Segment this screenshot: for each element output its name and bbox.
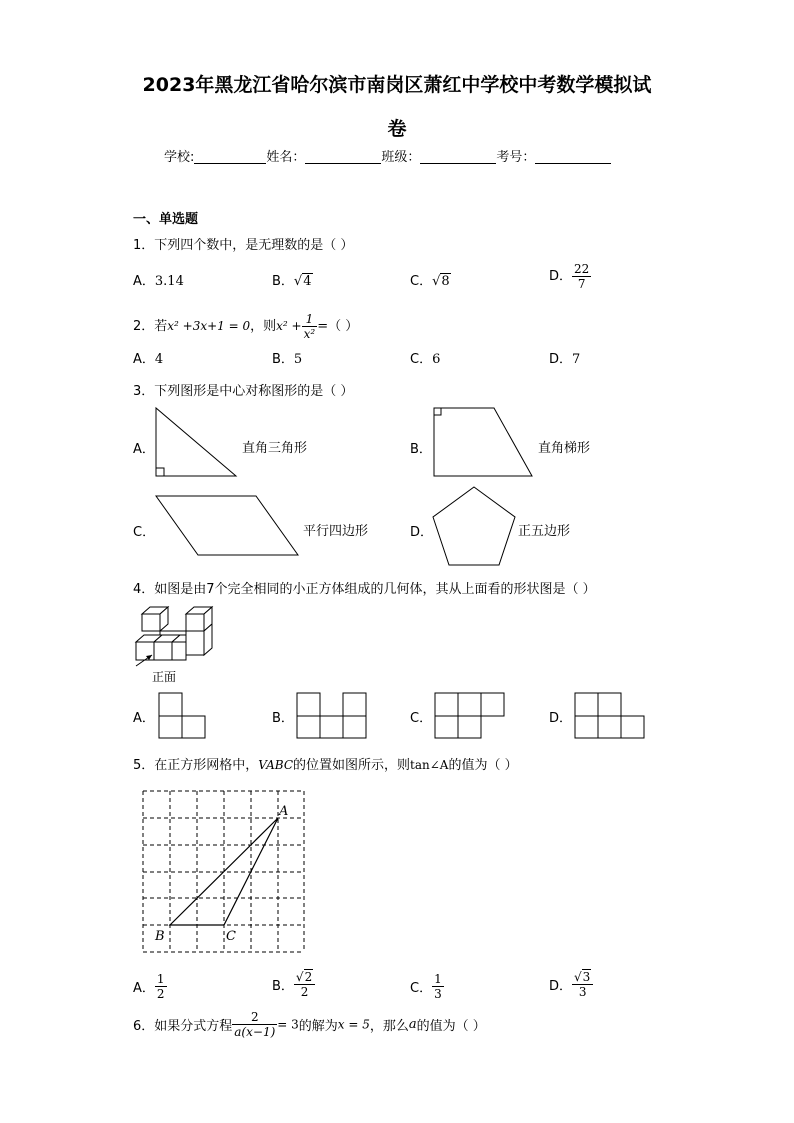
number-label: 考号： bbox=[496, 150, 536, 165]
right-triangle-figure bbox=[150, 404, 240, 480]
q5-option-d: D． $\frac{√3}{3}$ bbox=[549, 970, 593, 999]
pentagon-figure bbox=[430, 484, 518, 568]
number-blank bbox=[535, 149, 611, 164]
right-triangle-shape bbox=[156, 408, 236, 476]
q4-option-a-figure bbox=[158, 692, 208, 740]
q4-stem: 4．如图是由7个完全相同的小正方体组成的几何体，其从上面看的形状图是（ ） bbox=[133, 582, 596, 597]
page-title: 2023年黑龙江省哈尔滨市南岗区萧红中学校中考数学模拟试 bbox=[142, 74, 652, 96]
name-label: 姓名： bbox=[266, 150, 306, 165]
q3-option-b-label: B． bbox=[410, 442, 432, 457]
q3-option-b-name: 直角梯形 bbox=[538, 441, 591, 456]
page-title-continued: 卷 bbox=[387, 118, 407, 140]
q1-option-b: B．√4 bbox=[272, 274, 312, 289]
q4-option-b-figure bbox=[296, 692, 370, 740]
q5-option-a: A． $\frac{1}{2}$ bbox=[133, 972, 165, 1001]
parallelogram-figure bbox=[152, 494, 302, 558]
student-info-line bbox=[164, 146, 611, 165]
q4-option-d-label: D． bbox=[549, 711, 573, 726]
q4-option-d-figure bbox=[574, 692, 648, 740]
point-b-label: B bbox=[155, 929, 165, 944]
right-angle-mark bbox=[434, 408, 441, 415]
q3-option-c-label: C． bbox=[133, 525, 156, 540]
q5-option-b: B． $\frac{√2}{2}$ bbox=[272, 970, 315, 999]
q6-stem: 6．如果分式方程 $\frac{2}{a(x-1)}$ = 3的解为x = 5，那么a的值为（ ） bbox=[133, 1010, 486, 1039]
q5-stem: 5．在正方形网格中，VABC的位置如图所示，则tan∠A的值为（ ） bbox=[133, 758, 518, 773]
q1-stem: 1．下列四个数中，是无理数的是（ ） bbox=[133, 238, 354, 253]
school-blank bbox=[194, 149, 266, 164]
cube-drawing bbox=[136, 607, 212, 660]
q2-option-b: B．5 bbox=[272, 352, 303, 367]
q1-option-d: D． $\frac{22}{7}$ bbox=[549, 262, 590, 291]
q1-option-c: C．√8 bbox=[410, 274, 450, 289]
q4-option-c-label: C． bbox=[410, 711, 433, 726]
q3-option-c-name: 平行四边形 bbox=[303, 524, 369, 539]
school-label: 学校: bbox=[164, 150, 195, 165]
class-blank bbox=[420, 149, 496, 164]
q2-option-a: A．4 bbox=[133, 352, 164, 367]
parallelogram-shape bbox=[156, 496, 298, 555]
q3-option-a-label: A． bbox=[133, 442, 155, 457]
right-angle-mark bbox=[156, 468, 164, 476]
q4-option-c-figure bbox=[434, 692, 508, 740]
q4-option-b-label: B． bbox=[272, 711, 294, 726]
q1-option-a: A．3.14 bbox=[133, 274, 184, 289]
q4-option-a-label: A． bbox=[133, 711, 155, 726]
cube-solid-figure bbox=[132, 602, 214, 668]
q3-option-a-name: 直角三角形 bbox=[242, 441, 308, 456]
q5-option-c: C． $\frac{1}{3}$ bbox=[410, 972, 442, 1001]
q2-option-d: D．7 bbox=[549, 352, 581, 367]
point-c-label: C bbox=[226, 929, 236, 944]
right-trapezoid-shape bbox=[434, 408, 532, 476]
section-heading: 一、单选题 bbox=[133, 212, 199, 227]
q3-option-d-name: 正五边形 bbox=[518, 524, 571, 539]
q3-option-d-label: D． bbox=[410, 525, 434, 540]
point-a-label: A bbox=[279, 804, 289, 819]
name-blank bbox=[305, 149, 381, 164]
regular-pentagon-shape bbox=[433, 487, 515, 565]
q2-stem: 2．若x² +3x+1 = 0，则x² + $\frac{1}{\text{x²}}$ =（ ） bbox=[133, 312, 359, 341]
right-trapezoid-figure bbox=[430, 404, 536, 480]
front-view-label: 正面 bbox=[152, 670, 177, 684]
class-label: 班级： bbox=[381, 150, 421, 165]
q3-stem: 3．下列图形是中心对称图形的是（ ） bbox=[133, 384, 354, 399]
q2-option-c: C．6 bbox=[410, 352, 441, 367]
